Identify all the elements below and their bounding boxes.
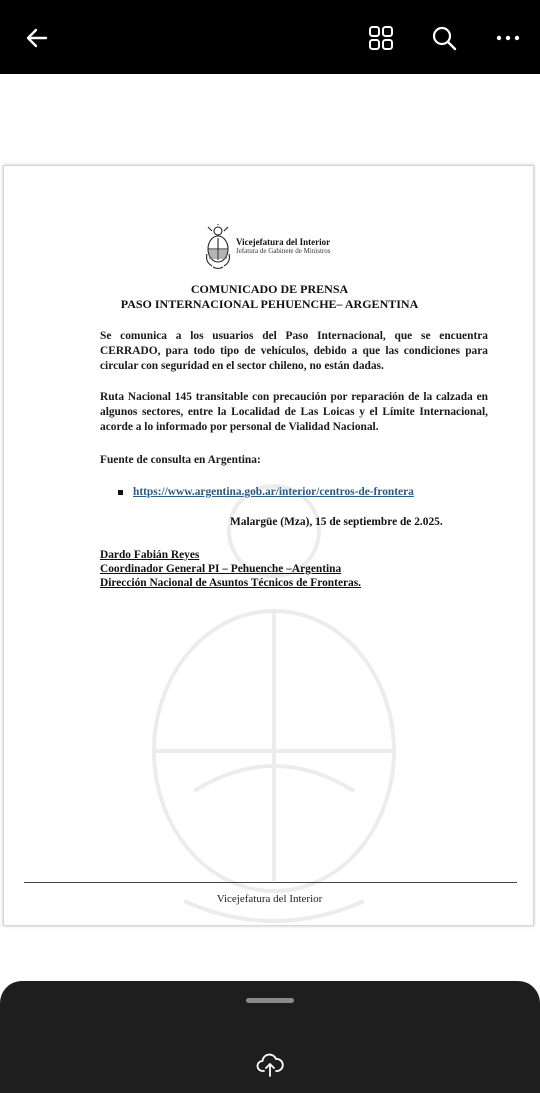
source-link[interactable]: https://www.argentina.gob.ar/interior/centros-de-frontera	[133, 486, 414, 498]
bullet-list-item	[118, 486, 414, 498]
more-options-button[interactable]	[488, 18, 528, 58]
search-button[interactable]	[424, 18, 464, 58]
logo-subtitle: Jefatura de Gabinete de Ministros	[236, 247, 331, 255]
back-button[interactable]	[17, 18, 57, 58]
document-subheading: PASO INTERNACIONAL PEHUENCHE– ARGENTINA	[120, 297, 419, 311]
paragraph-route: Ruta Nacional 145 transitable con precaución por reparación de la calzada en algunos sectores, entre la Localidad de Las Loicas y el Límite Internacional, acorde a lo informado por personal de Vialidad Nacional.	[100, 391, 488, 433]
coat-of-arms-watermark	[124, 461, 424, 926]
paragraph-closure: Se comunica a los usuarios del Paso Internacional, que se encuentra CERRADO, para todo tipo de vehículos, debido a que las condiciones para circular con seguridad en el sector chileno, no están dadas.	[100, 330, 488, 372]
upload-cloud-icon	[256, 1052, 284, 1078]
signature-name: Dardo Fabián Reyes	[100, 549, 200, 561]
grid-icon	[368, 25, 394, 51]
back-icon	[24, 25, 50, 51]
search-icon	[431, 25, 457, 51]
logo-title: Vicejefatura del Interior	[236, 237, 331, 247]
top-toolbar	[0, 0, 540, 74]
signature-role: Coordinador General PI – Pehuenche –Argentina	[100, 563, 342, 575]
date-line: Malargüe (Mza), 15 de septiembre de 2.025.	[230, 516, 443, 528]
source-label: Fuente de consulta en Argentina:	[100, 454, 261, 466]
coat-of-arms-icon	[204, 224, 232, 270]
institution-logo	[204, 224, 330, 270]
grid-view-button[interactable]	[361, 18, 401, 58]
drag-handle[interactable]	[246, 998, 294, 1003]
document-heading: COMUNICADO DE PRENSA	[190, 282, 349, 296]
page-footer: Vicejefatura del Interior	[216, 893, 323, 905]
more-icon	[496, 34, 520, 42]
bottom-sheet	[0, 981, 540, 1093]
bullet-icon	[118, 490, 123, 495]
footer-divider	[24, 882, 517, 883]
document-page[interactable]	[3, 165, 534, 926]
signature-office: Dirección Nacional de Asuntos Técnicos de Fronteras.	[100, 577, 362, 589]
upload-button[interactable]	[255, 1051, 285, 1079]
